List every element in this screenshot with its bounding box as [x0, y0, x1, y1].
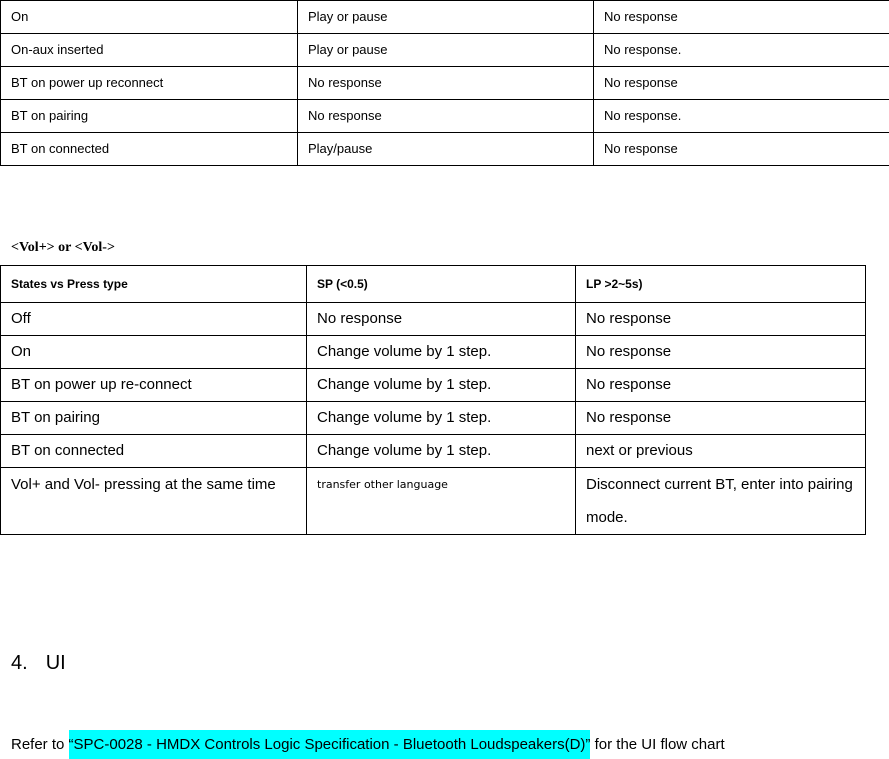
table-cell: No response	[307, 303, 576, 336]
table-cell: No response	[576, 402, 866, 435]
table-cell: No response.	[594, 34, 889, 67]
table-cell: BT on pairing	[1, 402, 307, 435]
table-row	[1, 34, 889, 67]
highlighted-document-reference: “SPC-0028 - HMDX Controls Logic Specification - Bluetooth Loudspeakers(D)”	[69, 730, 591, 759]
table-cell: No response	[576, 303, 866, 336]
table-row	[1, 1, 889, 34]
section-title: UI	[45, 652, 66, 674]
table-cell: Change volume by 1 step.	[307, 435, 576, 468]
table-cell: No response	[576, 336, 866, 369]
table-cell: No response	[298, 67, 594, 100]
table-row	[1, 468, 866, 535]
table-cell: Change volume by 1 step.	[307, 336, 576, 369]
column-header: LP >2~5s)	[576, 266, 866, 303]
table-cell: BT on connected	[1, 435, 307, 468]
table-cell: BT on pairing	[1, 100, 298, 133]
section-number: 4.	[11, 652, 28, 674]
table-cell: No response.	[594, 100, 889, 133]
table-cell: No response	[594, 133, 889, 166]
column-header: SP (<0.5)	[307, 266, 576, 303]
table-cell: Play/pause	[298, 133, 594, 166]
table-header-row	[1, 266, 866, 303]
volume-button-table	[0, 265, 866, 535]
column-header: States vs Press type	[1, 266, 307, 303]
reference-prefix: Refer to	[11, 736, 69, 753]
table-row	[1, 133, 889, 166]
table-row	[1, 336, 866, 369]
table-cell: Vol+ and Vol- pressing at the same time	[1, 468, 307, 535]
table-cell: Play or pause	[298, 1, 594, 34]
table-cell: BT on connected	[1, 133, 298, 166]
section-heading	[11, 652, 66, 675]
table-cell: Change volume by 1 step.	[307, 369, 576, 402]
table-row	[1, 435, 866, 468]
button-behavior-table	[0, 0, 889, 166]
table-cell: transfer other language	[307, 468, 576, 535]
table-row	[1, 303, 866, 336]
reference-suffix: for the UI flow chart	[590, 736, 725, 753]
table-row	[1, 67, 889, 100]
table-cell: Play or pause	[298, 34, 594, 67]
table-cell: Change volume by 1 step.	[307, 402, 576, 435]
volume-table-caption: <Vol+> or <Vol->	[11, 240, 115, 255]
table-cell: On	[1, 1, 298, 34]
table-cell: On	[1, 336, 307, 369]
reference-paragraph	[11, 736, 725, 753]
table-row	[1, 369, 866, 402]
table-cell: BT on power up re-connect	[1, 369, 307, 402]
table-cell: No response	[576, 369, 866, 402]
table-cell: No response	[594, 1, 889, 34]
table-cell: No response	[594, 67, 889, 100]
table-cell: On-aux inserted	[1, 34, 298, 67]
table-cell: BT on power up reconnect	[1, 67, 298, 100]
table-row	[1, 100, 889, 133]
table-cell: No response	[298, 100, 594, 133]
table-row	[1, 402, 866, 435]
table-cell: next or previous	[576, 435, 866, 468]
table-cell: Disconnect current BT, enter into pairing mode.	[576, 468, 866, 535]
table-cell: Off	[1, 303, 307, 336]
